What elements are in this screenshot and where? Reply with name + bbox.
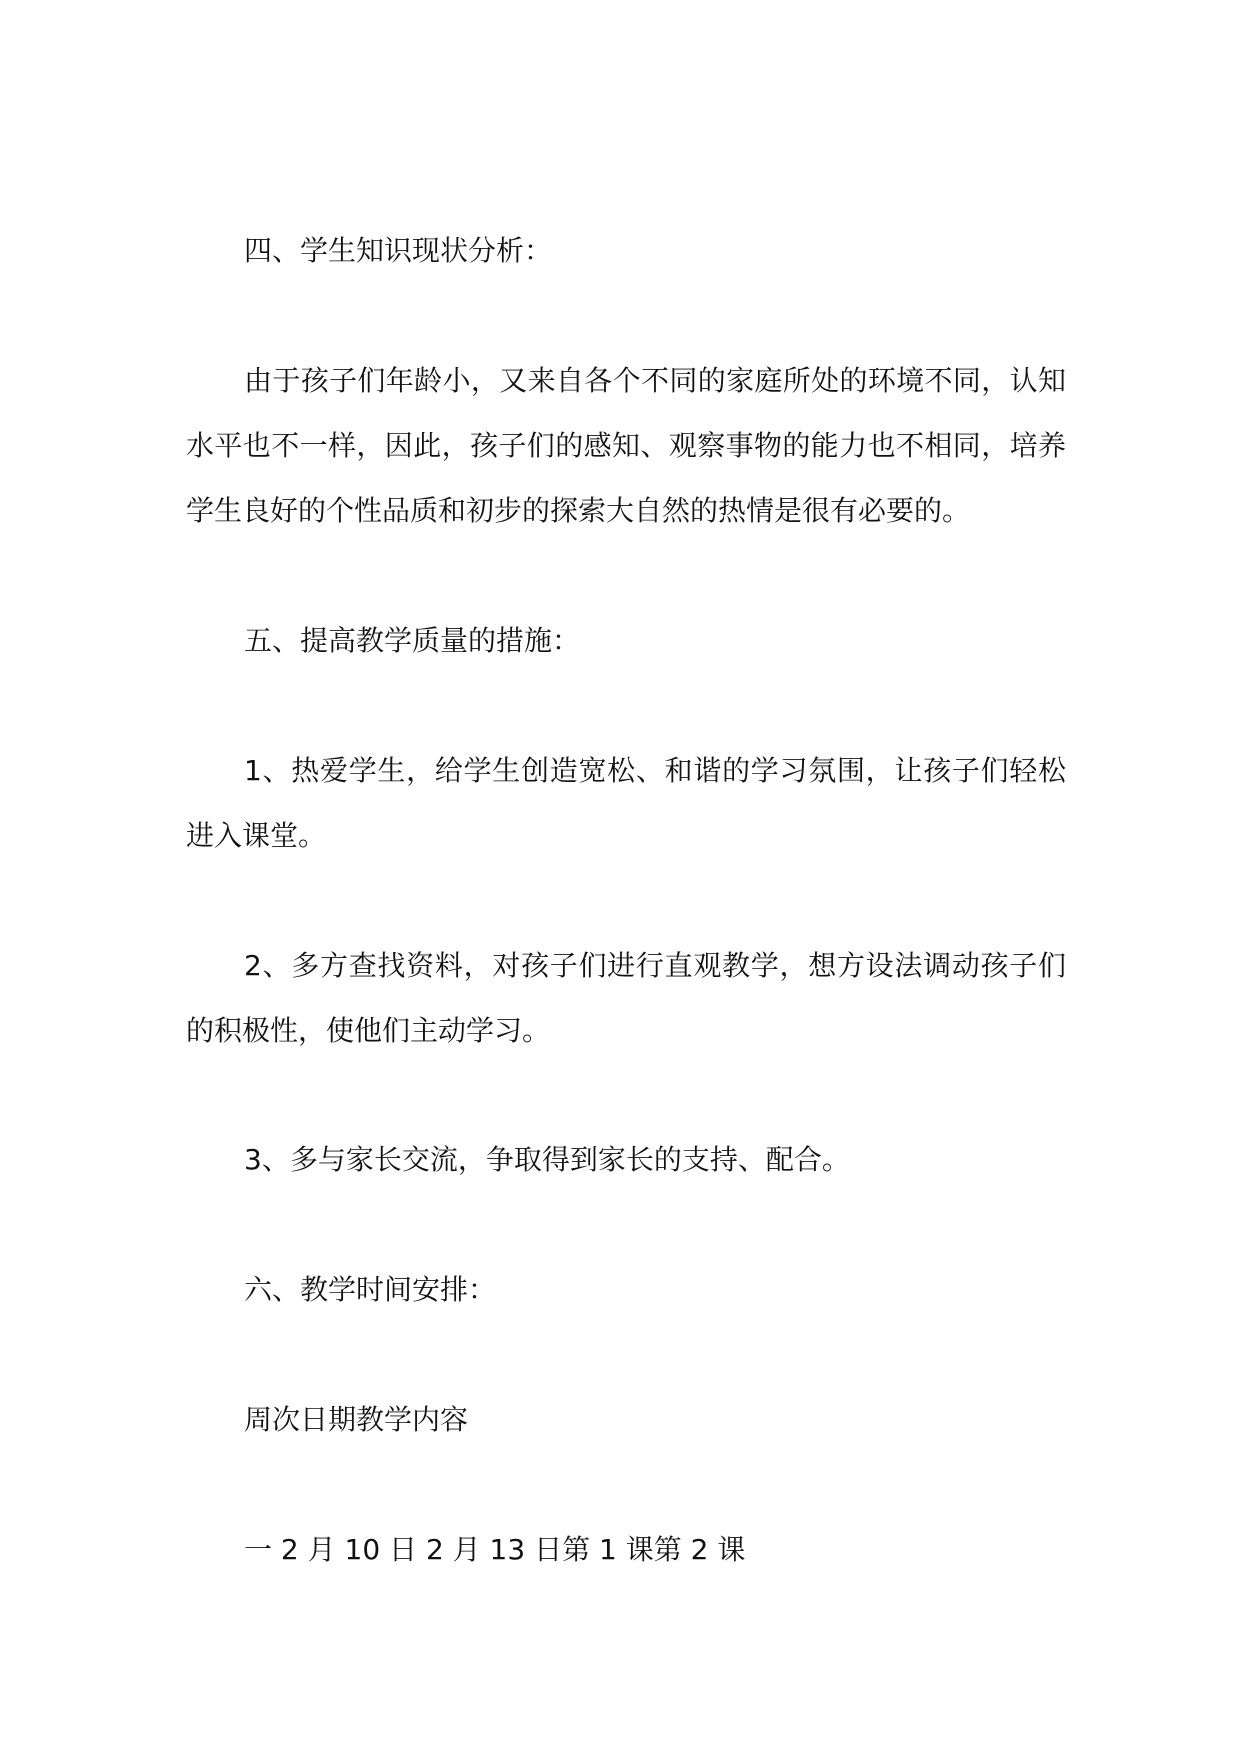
- paragraph-student-analysis: 由于孩子们年龄小，又来自各个不同的家庭所处的环境不同，认知水平也不一样，因此，孩子们的感知、观察事物的能力也不相同，培养学生良好的个性品质和初步的探索大自然的热情是很有必要的。: [186, 364, 1066, 527]
- section-heading-teaching-measures: 五、提高教学质量的措施：: [244, 624, 581, 657]
- schedule-row: 一 2 月 10 日 2 月 13 日第 1 课第 2 课: [244, 1533, 746, 1566]
- section-heading-schedule: 六、教学时间安排：: [244, 1273, 497, 1306]
- measure-item-1: 1、热爱学生，给学生创造宽松、和谐的学习氛围，让孩子们轻松进入课堂。: [186, 754, 1066, 852]
- measure-item-2: 2、多方查找资料，对孩子们进行直观教学，想方设法调动孩子们的积极性，使他们主动学习。: [186, 949, 1066, 1047]
- section-heading-student-analysis: 四、学生知识现状分析：: [244, 234, 553, 267]
- schedule-header: 周次日期教学内容: [244, 1403, 469, 1436]
- measure-item-3: 3、多与家长交流，争取得到家长的支持、配合。: [244, 1143, 850, 1176]
